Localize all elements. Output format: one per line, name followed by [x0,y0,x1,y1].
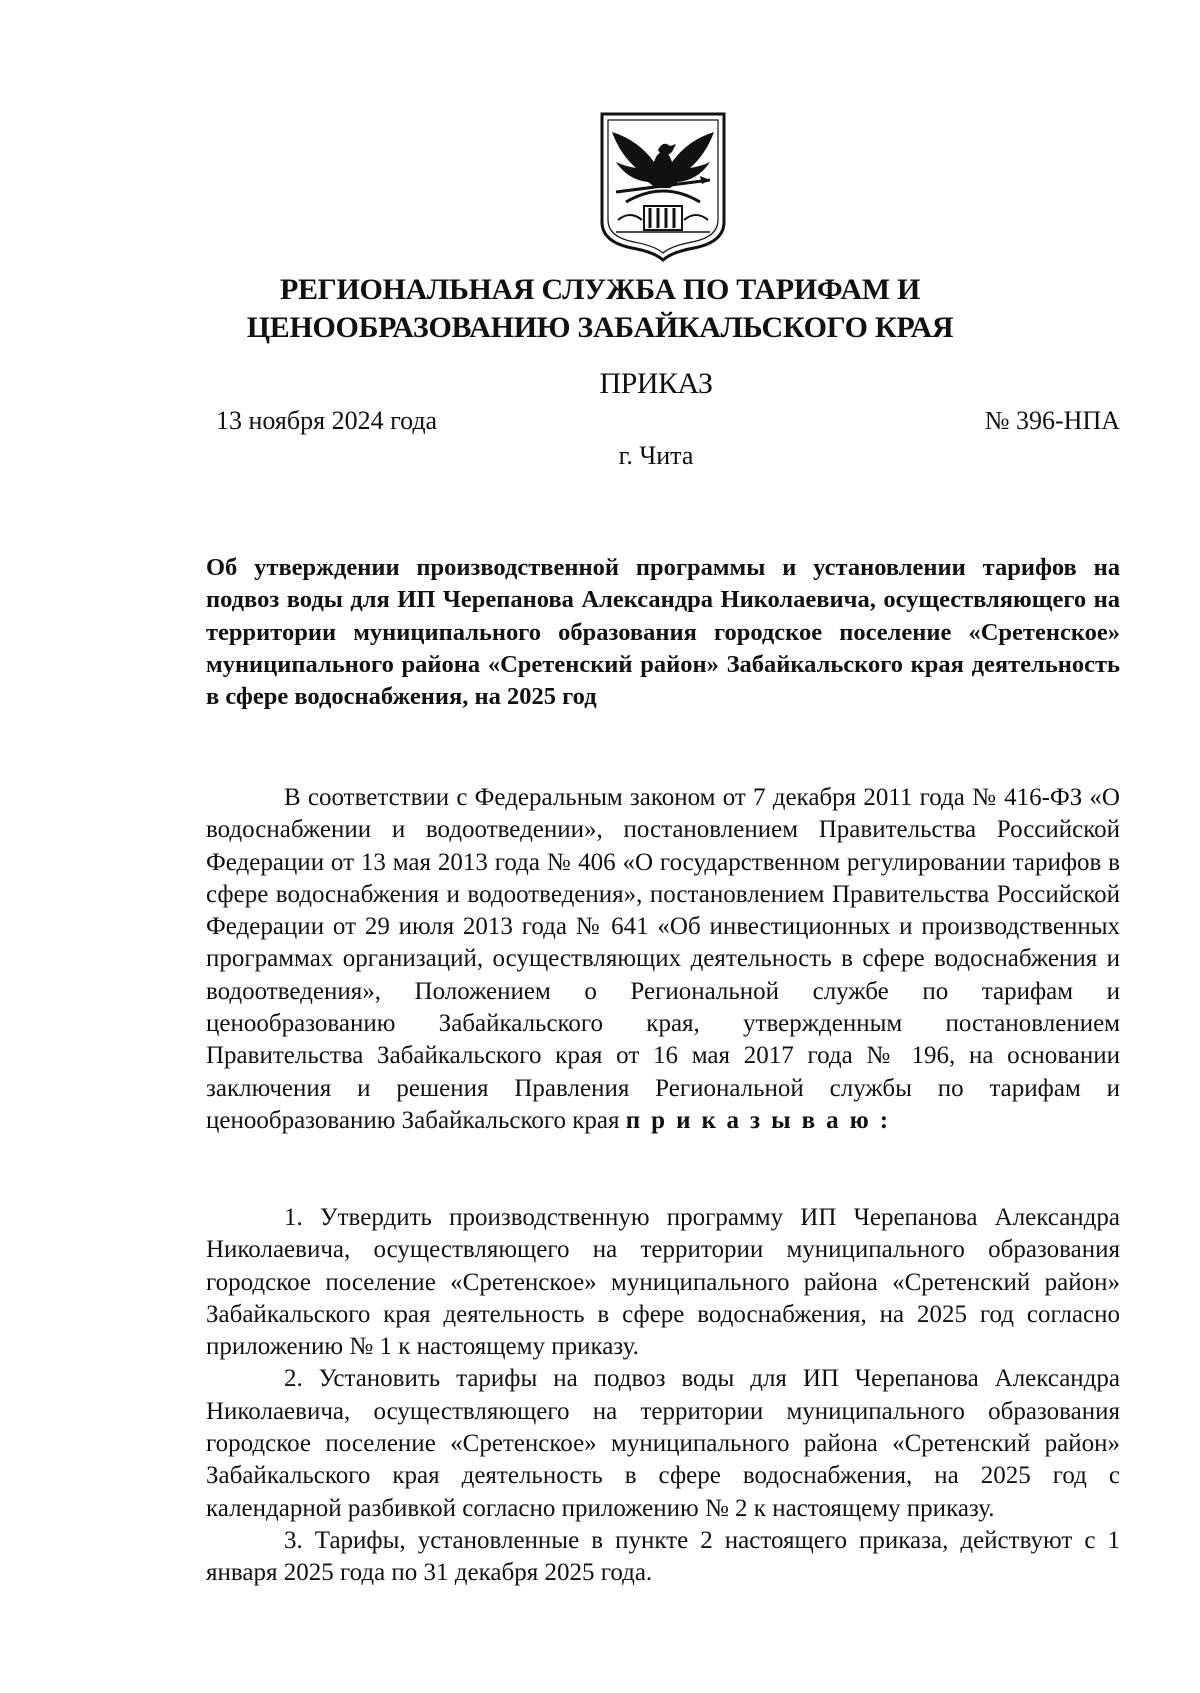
document-subject: Об утверждении производственной программы и установлении тарифов на подвоз воды для ИП Черепанова Александра Николаевича, осуществляющего на территории муниципального образования городское поселение «Сретенское» муниципального района «Сретенский район» Забайкальского края деятельность в сфере водоснабжения, на 2025 год [206,554,1120,711]
order-items [206,1202,1120,1590]
organization-name-line-2: ЦЕНООБРАЗОВАНИЮ ЗАБАЙКАЛЬСКОГО КРАЯ [246,311,954,344]
order-verb: приказываю: [625,1106,900,1134]
document-date: 13 ноября 2024 года [216,406,438,435]
organization-name-line-1: РЕГИОНАЛЬНАЯ СЛУЖБА ПО ТАРИФАМ И [279,273,921,306]
document-number: № 396-НПА [984,406,1120,435]
organization-name [200,271,1000,347]
order-item-2: 2. Установить тарифы на подвоз воды для ИП Черепанова Александра Николаевича, осуществляющего на территории муниципального образования городское поселение «Сретенское» муниципального района «Сретенский район» Забайкальского края деятельность в сфере водоснабжения, на 2025 год с календарной разбивкой согласно приложению № 2 к настоящему приказу. [206,1365,1120,1522]
document-city: г. Чита [618,441,694,470]
preamble-text: В соответствии с Федеральным законом от 7 декабря 2011 года № 416-ФЗ «О водоснабжении и водоотведении», постановлением Правительства Российской Федерации от 13 мая 2013 года № 406 «О государственном регулировании тарифов в сфере водоснабжения и водоотведения», постановлением Правительства Российской Федерации от 29 июля 2013 года № 641 «Об инвестиционных и производственных программах организаций, осуществляющих деятельность в сфере водоснабжения и водоотведения», Положением о Региональной службе по тарифам и ценообразованию Забайкальского края, утвержденным постановлением Правительства Забайкальского края от 16 мая 2017 года № 196, на основании заключения и решения Правления Региональной службы по тарифам и ценообразованию Забайкальского края [206,784,1120,1134]
coat-of-arms-icon [598,110,728,262]
order-item-1: 1. Утвердить производственную программу ИП Черепанова Александра Николаевича, осуществляющего на территории муниципального образования городское поселение «Сретенское» муниципального района «Сретенский район» Забайкальского края деятельность в сфере водоснабжения, на 2025 год согласно приложению № 1 к настоящему приказу. [206,1204,1120,1361]
preamble-paragraph [206,782,1120,1137]
document-type: ПРИКАЗ [599,367,713,400]
order-item-3: 3. Тарифы, установленные в пункте 2 настоящего приказа, действуют с 1 января 2025 года по 31 декабря 2025 года. [206,1526,1120,1587]
